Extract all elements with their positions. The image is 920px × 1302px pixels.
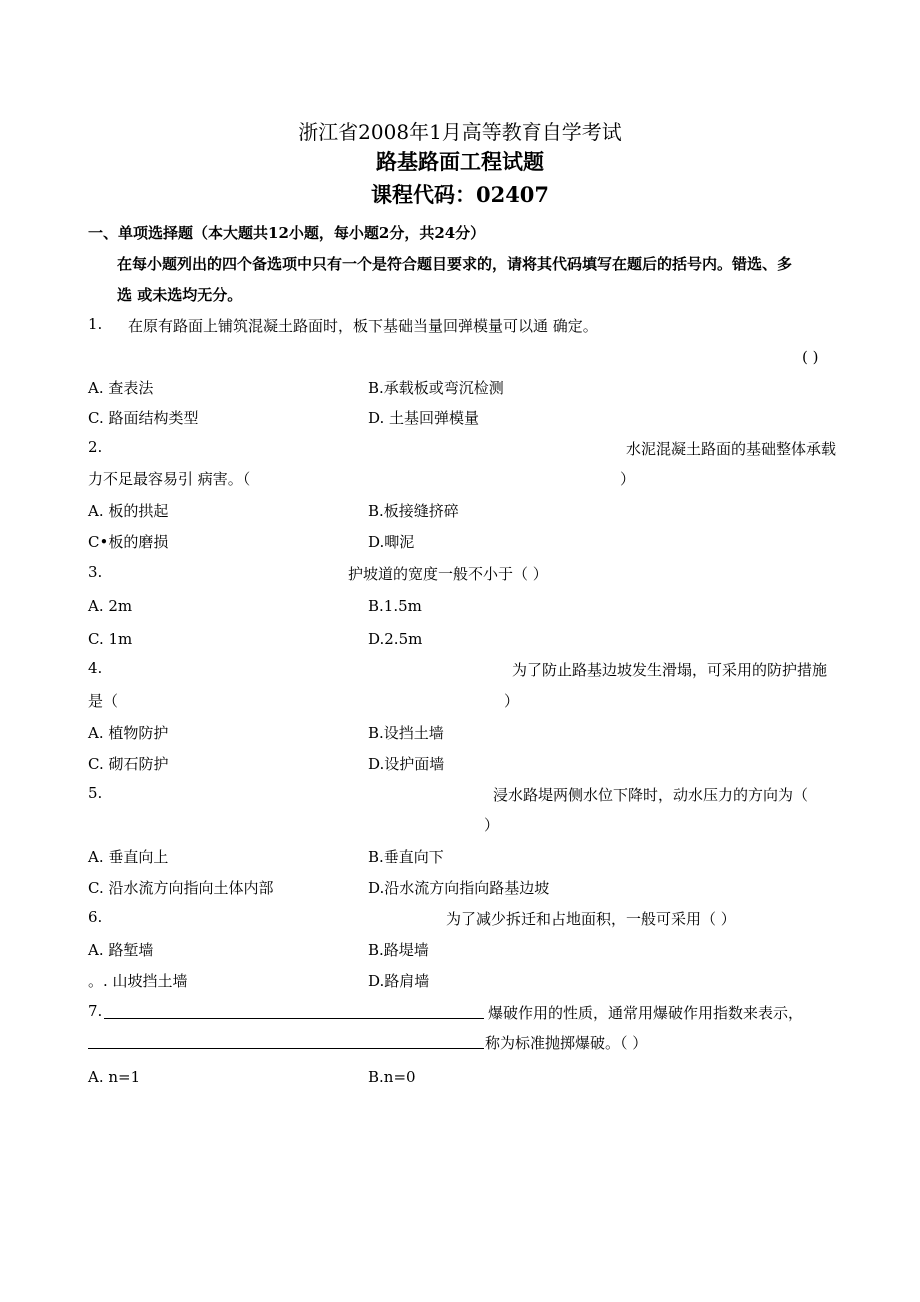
q3-option-a: A. 2m <box>88 597 133 615</box>
q5-number: 5. <box>88 784 103 802</box>
q2-text-line-1: 水泥混凝土路面的基础整体承载 <box>626 440 837 458</box>
q7-option-a: A. n=1 <box>88 1068 141 1086</box>
course-code: 课程代码：02407 <box>370 182 550 207</box>
q5-option-d: D.沿水流方向指向路基边坡 <box>368 879 550 897</box>
instructions-line-1: 在每小题列出的四个备选项中只有一个是符合题目要求的，请将其代码填写在题后的括号内。错选、多 <box>117 255 793 273</box>
exam-line: 浙江省2008年1月高等教育自学考试 <box>298 120 622 144</box>
q1-option-a: A. 查表法 <box>88 379 154 397</box>
q7-blank-2 <box>88 1034 484 1049</box>
q5-text-line-1: 浸水路堤两侧水位下降时，动水压力的方向为（ <box>493 786 809 804</box>
q2-bracket-close: ） <box>620 470 636 488</box>
q7-text-line-2: 称为标准抛掷爆破。（ ） <box>485 1034 648 1052</box>
instructions-line-2: 选 或未选均无分。 <box>117 286 243 304</box>
q1-option-b: B.承载板或弯沉检测 <box>368 379 504 397</box>
q4-bracket-close: ） <box>504 692 520 710</box>
q3-option-b: B.1.5m <box>368 597 422 615</box>
q4-text-line-1: 为了防止路基边坡发生滑塌，可采用的防护措施 <box>512 661 828 679</box>
q2-option-b: B.板接缝挤碎 <box>368 502 459 520</box>
q3-option-d: D.2.5m <box>368 630 423 648</box>
subject-title: 路基路面工程试题 <box>376 149 544 174</box>
q1-text: 在原有路面上铺筑混凝土路面时，板下基础当量回弹模量可以通 确定。 <box>128 317 598 335</box>
q6-option-b: B.路堤墙 <box>368 941 429 959</box>
q5-option-c: C. 沿水流方向指向土体内部 <box>88 879 274 897</box>
q6-option-c: 。. 山坡挡土墙 <box>88 972 188 990</box>
q3-number: 3. <box>88 563 103 581</box>
q3-text: 护坡道的宽度一般不小于（ ） <box>348 565 548 583</box>
q2-text-line-2: 力不足最容易引 病害。（ <box>88 470 251 488</box>
q1-answer-bracket: ( ) <box>802 348 819 366</box>
q7-text-line-1: 爆破作用的性质，通常用爆破作用指数来表示， <box>488 1004 804 1022</box>
q5-bracket-close: ） <box>484 816 500 834</box>
q7-number: 7. <box>88 1002 103 1020</box>
q5-option-a: A. 垂直向上 <box>88 848 169 866</box>
q4-option-b: B.设挡土墙 <box>368 724 444 742</box>
q4-option-c: C. 砌石防护 <box>88 755 169 773</box>
q4-text-line-2: 是（ <box>88 692 119 710</box>
q6-number: 6. <box>88 908 103 926</box>
q4-number: 4. <box>88 659 103 677</box>
q6-text: 为了减少拆迁和占地面积，一般可采用（ ） <box>446 910 736 928</box>
q5-option-b: B.垂直向下 <box>368 848 444 866</box>
section-title: 一、单项选择题（本大题共12小题，每小题2分，共24分） <box>88 224 486 242</box>
q4-option-a: A. 植物防护 <box>88 724 169 742</box>
q2-number: 2. <box>88 438 103 456</box>
q2-option-c: C•板的磨损 <box>88 533 169 551</box>
q2-option-d: D.唧泥 <box>368 533 415 551</box>
q1-option-d: D. 土基回弹模量 <box>368 409 480 427</box>
q3-option-c: C. 1m <box>88 630 133 648</box>
q7-blank-1 <box>104 1004 484 1019</box>
q6-option-d: D.路肩墙 <box>368 972 430 990</box>
q1-number: 1. <box>88 315 103 333</box>
q7-option-b: B.n=0 <box>368 1068 416 1086</box>
q2-option-a: A. 板的拱起 <box>88 502 169 520</box>
q4-option-d: D.设护面墙 <box>368 755 445 773</box>
q6-option-a: A. 路堑墙 <box>88 941 154 959</box>
q1-option-c: C. 路面结构类型 <box>88 409 199 427</box>
